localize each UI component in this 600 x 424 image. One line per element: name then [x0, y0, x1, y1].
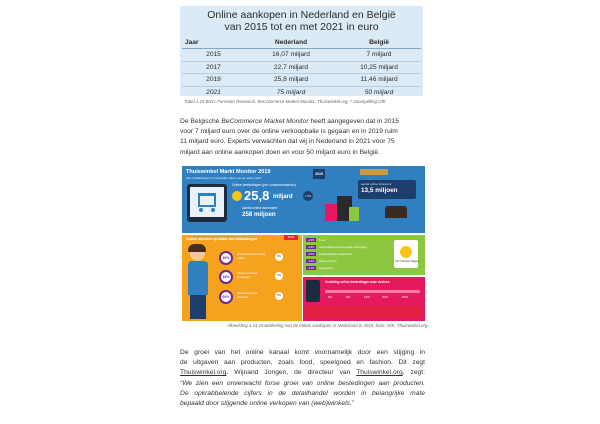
table-cell: 2019 [182, 74, 245, 87]
infographic [182, 166, 425, 321]
table-cell: 25,8 miljard [245, 74, 337, 87]
table-header: Jaar [182, 37, 245, 49]
growth-label: Food [319, 238, 326, 242]
table-cell: 22,7 miljard [245, 61, 337, 74]
device-value: 20% [382, 295, 389, 299]
device-value: 8% [328, 295, 333, 299]
person-legs [190, 295, 206, 319]
top-label: Top 5 Sterkste Stijgers [395, 260, 419, 263]
table-row [182, 74, 421, 87]
growth-pct: +12% [307, 266, 315, 270]
shopping-bag-icon [349, 207, 359, 221]
spend-unit: miljard [273, 194, 293, 200]
shoppers-value: 13,5 miljoen [361, 187, 398, 194]
share-pct-ring: 60% [219, 290, 233, 304]
paragraph-line: De groei van het online kanaal komt voornamelijk door een stijging in [180, 349, 425, 356]
person-body [188, 261, 208, 295]
text-span: , zegt: [402, 369, 425, 377]
share-side-value: 6% [275, 272, 283, 280]
share-pct-ring: 26% [219, 251, 233, 265]
share-label: Online aandeel totale markt [237, 252, 266, 260]
purchases-label: Aantal online aankopen [242, 206, 278, 210]
device-value: 11% [364, 295, 370, 299]
table-title-line1: Online aankopen in Nederland en België [207, 9, 396, 21]
paragraph-line: voor 7 miljard euro over de online verkoopbalie is gegaan en in 2019 ruim [180, 128, 398, 136]
shoppers-label: aantal online shoppers [361, 182, 392, 186]
table-cell: 2015 [182, 49, 245, 62]
cart-icon [198, 193, 216, 207]
table-cell: 16,07 miljard [245, 49, 337, 62]
paragraph-line: de uitgaven aan producten, zoals food, speelgoed en fashion. Dit zegt [180, 359, 425, 367]
text-span: De Belgische [180, 118, 222, 125]
spend-value: 25,8 [244, 188, 270, 203]
paragraph-line [180, 368, 425, 378]
table-cell: 75 miljard [276, 88, 306, 96]
year-badge: 2019 [313, 169, 325, 179]
brand-logos [360, 169, 388, 175]
table-cell: 11,46 miljard [337, 74, 421, 87]
table-row [182, 86, 421, 98]
growth-pct: +16% [307, 252, 315, 256]
devices-title: Verdeling online bestedingen naar devices [325, 280, 390, 284]
cart-wheel-icon [199, 208, 203, 212]
table-cell: 2021 [206, 88, 221, 96]
coin-icon [232, 191, 242, 201]
infographic-subtitle: Alle ontwikkelingen en belangrijke cijfers van de online markt [186, 176, 262, 180]
share-title: Online aandeel op totaal van bestedingen [186, 237, 257, 241]
cart-wheel-icon [211, 208, 215, 212]
paragraph-line: 11 miljard euro. Experts verwachten dat wij in Nederland in 2021 voor 75 [180, 138, 395, 146]
quote-line: bepaald door stijgende online verkopen van (web)winkels.” [180, 400, 354, 408]
paragraph-line: miljard aan online aankopen doen en voor 50 miljard euro in België. [180, 148, 381, 156]
data-table-block [180, 6, 423, 96]
share-side-value: 5% [275, 292, 283, 300]
table-cell: 10,25 miljard [337, 61, 421, 74]
devices-footer-band [306, 306, 421, 318]
paragraph-1 [180, 117, 425, 158]
spend-growth-badge: +7% [303, 191, 313, 201]
table-cell: 50 miljard [364, 88, 394, 96]
share-pct-ring: 18% [219, 270, 233, 284]
share-label: Online aandeel diensten [237, 291, 258, 299]
share-side-value: 6% [275, 253, 283, 261]
sales-table [182, 37, 421, 98]
table-header: België [337, 37, 421, 49]
share-label: Online aandeel producten [237, 271, 258, 279]
text-span: . Wijnand Jongen, de directeur van [226, 369, 357, 377]
share-year-badge: 2019 [284, 235, 298, 240]
thuiswinkel-link[interactable]: Thuiswinkel.org [356, 369, 403, 377]
quote-line: “We zien een onverwacht forse groei van online bestedingen aan producten. [180, 379, 425, 387]
growth-label: Huishoudelijke elektronica [319, 252, 352, 256]
table-title-line2: van 2015 tot en met 2021 in euro [224, 21, 379, 33]
purchases-value: 258 miljoen [242, 211, 276, 218]
growth-label: Speelgoed [319, 266, 333, 270]
paragraph-2 [180, 348, 425, 409]
growth-pct: +18% [307, 245, 315, 249]
thuiswinkel-link[interactable]: Thuiswinkel.org [180, 369, 227, 377]
table-caption: Tabel 1.23 Bron: Forrester Research, BeCommerce Market Monitor, Thuiswinkel.org. * Voorspelling GfK [184, 99, 386, 104]
trophy-icon [400, 246, 412, 258]
person-hair [188, 244, 206, 252]
device-value: 52% [402, 295, 409, 299]
spend-label: Online bestedingen (per consumentsector) [232, 183, 297, 187]
growth-label: Gezondheid & Persoonlijke verzorging [319, 245, 367, 249]
emphasis-text: BeCommerce Market Monitor [221, 118, 309, 125]
devices-bar-track [325, 290, 420, 293]
wallet-icon [385, 206, 407, 218]
growth-pct: +15% [307, 259, 315, 263]
table-cell: 7 miljard [337, 49, 421, 62]
table-header: Nederland [245, 37, 337, 49]
table-row [182, 49, 421, 62]
table-cell: 2017 [182, 61, 245, 74]
growth-pct: +24% [307, 238, 315, 242]
infographic-title: Thuiswinkel Markt Monitor 2019 [186, 169, 271, 175]
table-header-row [182, 37, 421, 49]
table-row [182, 61, 421, 74]
device-value: 9% [346, 295, 351, 299]
figure-caption: Afbeelding 1.24 Ontwikkeling van de online aankopen in Nederland in 2019, bron: GfK, Thuiswinkel.org. [227, 323, 429, 328]
phone-icon [306, 280, 320, 302]
quote-line: De opkrabbelende cijfers in de detailhandel worden in belangrijke mate [180, 389, 425, 397]
table-title [180, 9, 423, 33]
paragraph-line [180, 117, 425, 127]
text-span: heeft aangegeven dat in 2015 [308, 118, 399, 125]
growth-label: Wonen & Tuin [319, 259, 337, 263]
